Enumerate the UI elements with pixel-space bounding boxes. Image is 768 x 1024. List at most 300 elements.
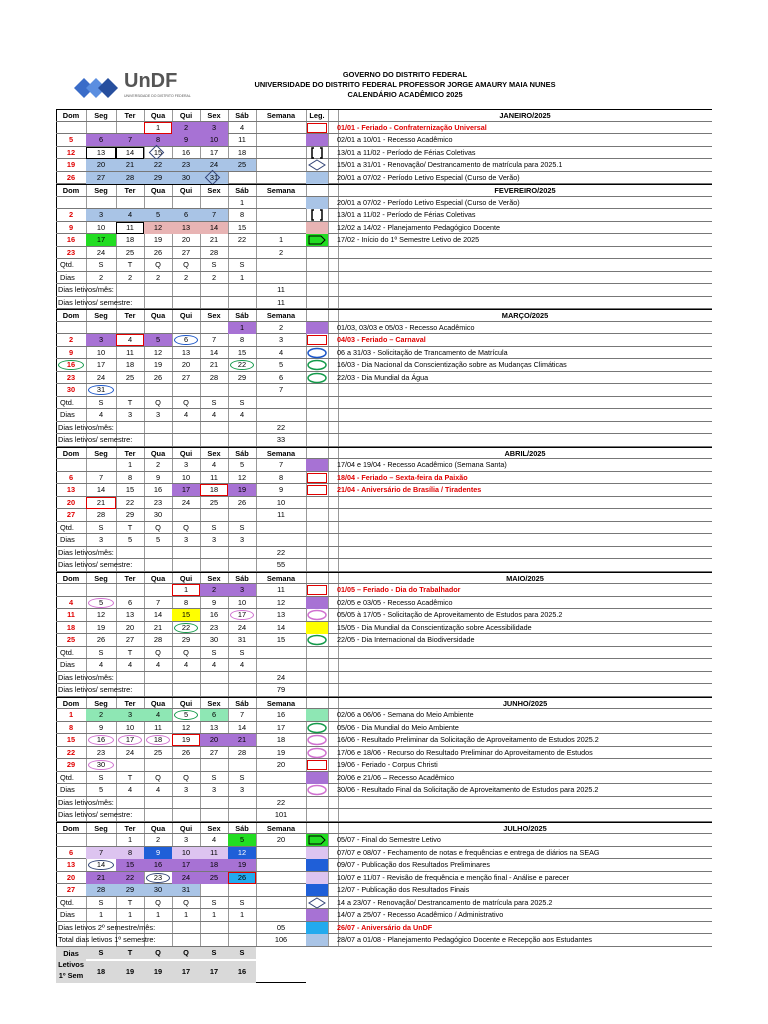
calendar-day[interactable]: 6 [68,847,74,857]
calendar-day[interactable]: 31 [86,384,116,396]
calendar-day[interactable]: 17 [172,484,200,496]
calendar-day[interactable] [86,459,116,471]
calendar-day[interactable]: 14 [237,722,247,732]
calendar-day[interactable]: 30 [144,884,172,896]
calendar-day[interactable]: 4 [144,709,172,721]
count-cell: 1 [211,910,217,919]
calendar-day[interactable]: 22 [66,747,76,757]
calendar-day[interactable]: 23 [209,622,219,632]
week-number: 15 [276,635,286,644]
calendar-day[interactable]: 24 [172,872,200,884]
calendar-day[interactable]: 25 [200,872,228,884]
calendar-day[interactable]: 26 [181,747,191,757]
week-number: 11 [277,585,285,594]
calendar-day[interactable]: 31 [200,172,228,184]
calendar-day[interactable] [144,584,172,596]
calendar-day[interactable]: 7 [155,597,161,607]
calendar-day[interactable]: 14 [96,485,106,494]
calendar-day[interactable] [172,759,200,771]
calendar-day[interactable]: 27 [86,172,116,184]
legend-text: 01/03, 03/03 e 05/03 - Recesso Acadêmico [337,322,475,332]
calendar-day[interactable]: 20 [200,734,228,746]
calendar-day[interactable]: 14 [153,610,163,619]
calendar-day[interactable]: 27 [181,247,191,257]
calendar-day[interactable]: 25 [228,159,256,171]
calendar-day[interactable]: 8 [183,597,189,607]
calendar-day[interactable]: 28 [237,747,247,757]
calendar-day[interactable]: 9 [68,222,74,232]
calendar-day[interactable]: 7 [116,134,144,146]
calendar-day[interactable]: 9 [172,134,200,146]
calendar-day[interactable] [172,384,200,396]
calendar-day[interactable]: 22 [172,622,200,634]
calendar-day[interactable]: 21 [86,497,116,509]
calendar-day[interactable]: 14 [200,222,228,234]
calendar-day[interactable]: 16 [86,734,116,746]
calendar-day[interactable]: 4 [116,334,144,346]
calendar-day[interactable]: 17 [116,734,144,746]
week-number: 3 [278,335,284,344]
calendar-day[interactable]: 26 [66,172,76,182]
calendar-day[interactable]: 24 [96,247,106,257]
calendar-day[interactable]: 15 [172,609,200,621]
calendar-day[interactable]: 10 [172,847,200,859]
calendar-day[interactable] [56,122,86,134]
calendar-day[interactable] [228,247,256,259]
calendar-day[interactable]: 13 [181,347,191,357]
calendar-day[interactable]: 2 [68,335,74,344]
calendar-day[interactable]: 29 [181,635,191,644]
calendar-day[interactable]: 30 [153,510,163,519]
legend-text: 01/01 - Feriado - Confraternização Universal [337,122,487,132]
calendar-day[interactable]: 27 [209,747,219,757]
calendar-day[interactable]: 9 [155,472,161,482]
calendar-day[interactable]: 12 [181,722,191,732]
count-cell: 5 [155,535,161,544]
count-cell: S [98,647,104,657]
calendar-day[interactable]: 6 [68,472,74,482]
calendar-day[interactable]: 31 [172,884,200,896]
calendar-day[interactable]: 13 [66,860,76,869]
calendar-day[interactable] [56,322,86,334]
calendar-day[interactable]: 9 [144,847,172,859]
calendar-day[interactable]: 1 [127,835,133,844]
calendar-day[interactable]: 23 [66,247,76,257]
calendar-day[interactable]: 14 [116,147,144,159]
calendar-day[interactable]: 30 [209,635,219,644]
calendar-day[interactable]: 17 [209,147,219,157]
calendar-day[interactable]: 24 [200,159,228,171]
calendar-day[interactable]: 1 [68,710,74,719]
legend-text: 19/06 - Feriado - Corpus Christi [337,760,438,769]
calendar-day[interactable]: 30 [66,385,76,394]
calendar-day[interactable]: 19 [66,160,76,169]
calendar-day[interactable]: 1 [172,584,200,596]
calendar-day[interactable]: 17 [96,360,106,369]
calendar-day[interactable]: 5 [239,460,245,469]
calendar-day[interactable]: 21 [209,235,219,244]
calendar-day[interactable] [228,759,256,771]
calendar-day[interactable]: 23 [144,872,172,884]
calendar-day[interactable]: 21 [228,734,256,746]
calendar-day[interactable]: 20 [66,497,76,507]
calendar-day[interactable] [172,197,200,209]
calendar-day[interactable]: 20 [125,622,135,632]
calendar-day[interactable]: 2 [86,709,116,721]
calendar-day[interactable]: 18 [125,235,135,244]
calendar-day[interactable]: 3 [86,209,116,221]
calendar-day[interactable]: 26 [153,247,163,257]
calendar-day[interactable]: 15 [66,735,76,744]
calendar-day[interactable] [86,197,116,209]
calendar-day[interactable] [56,197,86,209]
calendar-row [56,622,712,635]
calendar-day[interactable]: 18 [144,734,172,746]
calendar-day[interactable]: 16 [181,147,191,157]
calendar-day[interactable]: 12 [237,472,247,482]
calendar-day[interactable]: 4 [211,460,217,469]
calendar-day[interactable]: 6 [200,709,228,721]
calendar-day[interactable]: 11 [200,847,228,859]
calendar-day[interactable]: 23 [66,372,76,382]
calendar-day[interactable]: 2 [155,460,161,469]
calendar-day[interactable] [172,322,200,334]
calendar-day[interactable]: 25 [153,747,163,757]
calendar-day[interactable]: 25 [66,635,76,644]
calendar-day[interactable] [228,509,256,521]
calendar-day[interactable]: 12 [144,222,172,234]
calendar-day[interactable]: 30 [172,172,200,184]
calendar-day[interactable]: 17 [228,609,256,621]
calendar-day[interactable] [200,884,228,896]
calendar-day[interactable]: 29 [66,760,76,769]
summary-day-head: Q [144,947,172,959]
calendar-day[interactable]: 28 [86,884,116,896]
calendar-day[interactable]: 9 [98,722,104,732]
calendar-day[interactable]: 29 [144,172,172,184]
calendar-day[interactable]: 4 [116,209,144,221]
logo-text: UnDF [124,70,178,92]
calendar-day[interactable]: 19 [153,235,163,244]
calendar-day[interactable]: 21 [116,159,144,171]
calendar-day[interactable]: 15 [125,485,135,494]
calendar-day[interactable]: 21 [153,622,163,632]
calendar-day[interactable] [116,759,144,771]
calendar-day[interactable] [228,884,256,896]
calendar-day[interactable] [200,759,228,771]
calendar-day[interactable]: 8 [68,722,74,732]
calendar-day[interactable]: 11 [154,722,162,732]
week-number: 2 [278,322,284,332]
calendar-day[interactable] [116,122,144,134]
calendar-day[interactable]: 1 [127,460,133,469]
calendar-day[interactable]: 16 [56,359,86,371]
count-cell: T [127,647,133,657]
calendar-day[interactable]: 29 [125,510,135,519]
calendar-day[interactable]: 2 [155,835,161,844]
calendar-day[interactable]: 7 [98,472,104,482]
calendar-day[interactable]: 25 [209,497,219,507]
column-header: Qua [150,111,166,120]
week-number: 9 [278,485,284,494]
calendar-day[interactable] [116,384,144,396]
calendar-day[interactable]: 2 [68,210,74,219]
calendar-day[interactable]: 27 [181,372,191,382]
calendar-day[interactable] [200,509,228,521]
calendar-day[interactable] [144,759,172,771]
calendar-day[interactable]: 10 [96,222,106,232]
calendar-day[interactable]: 6 [127,597,133,607]
column-header: Qui [179,823,193,833]
calendar-day[interactable] [200,197,228,209]
calendar-row [56,222,712,235]
calendar-day[interactable] [56,584,86,596]
calendar-day[interactable]: 26 [153,372,163,382]
column-header: Qua [150,573,166,583]
calendar-day[interactable]: 5 [144,334,172,346]
calendar-day[interactable]: 15 [237,347,247,357]
calendar-day[interactable]: 8 [127,472,133,482]
calendar-day[interactable]: 8 [239,210,245,219]
calendar-day[interactable]: 14 [86,859,116,871]
calendar-day[interactable]: 28 [209,247,219,257]
calendar-day[interactable] [116,584,144,596]
calendar-day[interactable] [116,322,144,334]
calendar-row [56,634,712,647]
calendar-day[interactable]: 13 [172,222,200,234]
calendar-day[interactable]: 7 [239,710,245,719]
calendar-day[interactable] [200,322,228,334]
calendar-day[interactable]: 10 [181,472,191,482]
legend-text: 21/04 - Aniversário de Brasília / Tiradentes [337,485,482,494]
calendar-day[interactable]: 2 [200,584,228,596]
summary-day-value: 17 [172,961,200,983]
calendar-day[interactable]: 25 [125,372,135,382]
calendar-day[interactable]: 23 [172,159,200,171]
calendar-day[interactable]: 18 [66,622,76,632]
calendar-day[interactable]: 22 [144,159,172,171]
calendar-day[interactable]: 15 [144,147,172,159]
calendar-day[interactable] [86,322,116,334]
calendar-day[interactable]: 24 [125,747,135,757]
calendar-row [56,122,712,135]
calendar-day[interactable]: 1 [144,122,172,134]
calendar-day[interactable]: 11 [116,222,144,234]
week-number [256,147,306,159]
summary-side-text: Letivos [58,959,84,969]
calendar-day[interactable] [228,384,256,396]
calendar-day[interactable]: 20 [181,235,191,244]
calendar-day[interactable]: 3 [200,122,228,134]
calendar-day[interactable]: 29 [116,884,144,896]
calendar-day[interactable]: 13 [86,147,116,159]
calendar-day[interactable] [56,834,86,846]
calendar-day[interactable]: 29 [237,372,247,382]
calendar-day[interactable]: 3 [86,334,116,346]
calendar-day[interactable]: 20 [86,159,116,171]
calendar-day[interactable]: 28 [153,635,163,644]
calendar-day[interactable]: 23 [153,497,163,507]
calendar-day[interactable]: 27 [66,885,76,894]
column-header: Ter [124,823,136,833]
calendar-day[interactable]: 19 [228,484,256,496]
calendar-day[interactable]: 16 [144,859,172,871]
calendar-day[interactable]: 18 [200,859,228,871]
calendar-day[interactable]: 3 [116,709,144,721]
calendar-day[interactable]: 22 [125,497,135,507]
calendar-day[interactable]: 5 [228,834,256,846]
calendar-day[interactable]: 21 [209,360,219,369]
calendar-day[interactable]: 28 [116,172,144,184]
calendar-day[interactable]: 20 [181,360,191,369]
calendar-day[interactable]: 14 [209,347,219,357]
calendar-day[interactable]: 3 [228,584,256,596]
calendar-day[interactable] [144,197,172,209]
calendar-day[interactable]: 16 [66,235,76,244]
calendar-day[interactable]: 12 [228,847,256,859]
calendar-day[interactable]: 11 [126,347,134,357]
calendar-day[interactable]: 26 [237,497,247,507]
calendar-day[interactable]: 5 [144,209,172,221]
calendar-day[interactable]: 24 [181,497,191,507]
calendar-day[interactable]: 8 [116,847,144,859]
summary-day-value: 19 [144,961,172,983]
count-cell: 4 [183,660,189,669]
calendar-day[interactable]: 26 [96,635,106,644]
calendar-day[interactable]: 5 [172,709,200,721]
calendar-day[interactable]: 28 [209,372,219,382]
calendar-day[interactable]: 10 [237,597,247,607]
calendar-day[interactable]: 11 [67,610,75,619]
legend-text: 15/05 - Dia Mundial da Conscientização sobre Acessibilidade [337,622,532,632]
calendar-day[interactable]: 21 [86,872,116,884]
calendar-day[interactable] [172,509,200,521]
calendar-day[interactable]: 4 [211,835,217,844]
calendar-day[interactable]: 4 [239,122,245,132]
legend-text: 02/05 e 03/05 - Recesso Acadêmico [337,597,453,607]
calendar-day[interactable]: 10 [96,347,106,357]
calendar-day[interactable]: 15 [116,859,144,871]
calendar-day[interactable]: 8 [144,134,172,146]
calendar-day[interactable] [86,584,116,596]
calendar-day[interactable]: 24 [237,622,247,632]
count-cell: Qtd. [60,522,74,532]
summary-day-head: T [116,947,144,959]
calendar-day[interactable]: 20 [66,872,76,882]
column-header: Qua [150,448,166,458]
calendar-day[interactable]: 2 [172,122,200,134]
calendar-day[interactable]: 6 [172,334,200,346]
legend-swatch [306,159,328,171]
calendar-day[interactable]: 27 [66,510,76,519]
count-cell: S [211,260,217,269]
legend-text: 17/06 e 18/06 - Recurso do Resultado Preliminar do Aproveitamento de Estudos [337,747,593,757]
calendar-day[interactable]: 19 [96,622,106,632]
calendar-day[interactable]: 30 [86,759,116,771]
summary-day-value: 16 [228,961,256,983]
calendar-day[interactable]: 12 [153,347,163,357]
calendar-day[interactable]: 7 [200,209,228,221]
calendar-day[interactable]: 24 [96,372,106,382]
calendar-day[interactable] [86,122,116,134]
calendar-day[interactable]: 25 [125,247,135,257]
calendar-day[interactable]: 3 [183,835,189,844]
calendar-day[interactable]: 22 [116,872,144,884]
calendar-day[interactable]: 27 [125,635,135,644]
calendar-day[interactable]: 11 [238,135,246,144]
calendar-day[interactable]: 18 [200,484,228,496]
summary-day-head: Q [172,947,200,959]
calendar-day[interactable]: 26 [228,872,256,884]
column-header: Semana [266,186,296,195]
calendar-day[interactable]: 6 [172,209,200,221]
count-cell: Q [155,397,161,407]
calendar-day[interactable] [116,197,144,209]
calendar-day[interactable] [144,322,172,334]
calendar-day[interactable]: 13 [66,485,76,494]
calendar-day[interactable]: 1 [239,197,245,207]
calendar-day[interactable]: 19 [228,859,256,871]
column-header: Sex [207,573,221,583]
calendar-day[interactable]: 22 [228,359,256,371]
calendar-row [56,859,712,872]
legend-swatch [306,847,328,859]
calendar-day[interactable]: 11 [210,472,218,482]
calendar-day[interactable]: 28 [96,510,106,519]
calendar-day[interactable]: 8 [239,335,245,344]
calendar-day[interactable]: 13 [125,610,135,619]
calendar-day[interactable]: 31 [237,635,247,644]
calendar-day[interactable]: 12 [66,147,76,157]
calendar-day[interactable]: 16 [153,485,163,494]
calendar-day[interactable] [86,834,116,846]
count-cell: 4 [98,410,104,419]
calendar-day[interactable]: 7 [211,335,217,344]
calendar-day[interactable]: 7 [86,847,116,859]
calendar-day[interactable] [56,459,86,471]
calendar-day[interactable]: 12 [96,610,106,619]
calendar-day[interactable]: 5 [86,597,116,609]
calendar-day[interactable] [144,384,172,396]
calendar-day[interactable]: 17 [86,234,116,246]
calendar-day[interactable]: 5 [68,135,74,144]
calendar-day[interactable]: 6 [86,134,116,146]
calendar-day[interactable]: 3 [183,460,189,469]
calendar-day[interactable]: 13 [209,722,219,732]
calendar-day[interactable] [200,384,228,396]
calendar-day[interactable]: 10 [125,722,135,732]
calendar-day[interactable]: 23 [96,747,106,757]
calendar-day[interactable]: 18 [125,360,135,369]
calendar-day[interactable]: 17 [172,859,200,871]
column-header: Seg [94,448,108,458]
calendar-day[interactable] [228,172,256,184]
calendar-day[interactable]: 9 [211,597,217,607]
calendar-day[interactable]: 9 [68,347,74,357]
calendar-day[interactable]: 10 [200,134,228,146]
summary-value: 22 [276,422,286,432]
calendar-day[interactable]: 16 [209,610,219,619]
calendar-day[interactable]: 1 [228,322,256,334]
calendar-day[interactable]: 15 [237,222,247,232]
calendar-day[interactable]: 19 [153,360,163,369]
calendar-day[interactable]: 22 [237,235,247,244]
week-number [256,872,306,884]
calendar-day[interactable]: 4 [68,597,74,607]
count-cell: 1 [239,272,245,282]
calendar-day[interactable]: 18 [237,147,247,157]
calendar-day[interactable]: 19 [172,734,200,746]
